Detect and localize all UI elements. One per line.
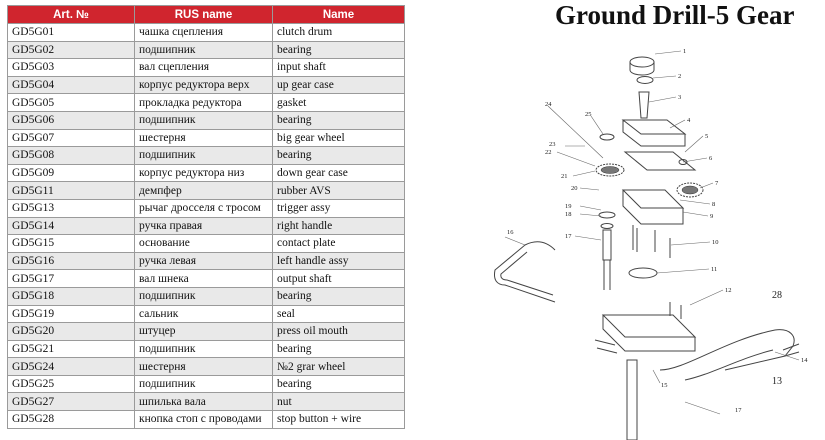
- cell-art: GD5G19: [8, 305, 135, 323]
- gasket-part: [625, 152, 695, 170]
- cell-name: seal: [273, 305, 405, 323]
- cell-rus-name: подшипник: [135, 375, 273, 393]
- bolts-part: [633, 225, 670, 258]
- cell-art: GD5G11: [8, 182, 135, 200]
- table-row: [8, 358, 405, 376]
- callout-label: 19: [565, 203, 572, 210]
- cell-art: GD5G09: [8, 164, 135, 182]
- callout-label: 14: [801, 357, 808, 364]
- cell-name: bearing: [273, 287, 405, 305]
- cell-rus-name: демпфер: [135, 182, 273, 200]
- table-row: [8, 94, 405, 112]
- callout-label: 3: [678, 94, 682, 101]
- table-row: [8, 199, 405, 217]
- column-header-name: Name: [273, 6, 405, 24]
- cell-name: gasket: [273, 94, 405, 112]
- stop-button-part: [783, 344, 799, 356]
- contact-plate-part: [603, 315, 695, 351]
- table-row: [8, 217, 405, 235]
- cell-rus-name: подшипник: [135, 340, 273, 358]
- cell-name: contact plate: [273, 235, 405, 253]
- cell-art: GD5G21: [8, 340, 135, 358]
- cell-rus-name: подшипник: [135, 147, 273, 165]
- cell-art: GD5G15: [8, 235, 135, 253]
- table-body: [8, 24, 405, 429]
- cell-art: GD5G07: [8, 129, 135, 147]
- cell-art: GD5G08: [8, 147, 135, 165]
- cell-art: GD5G14: [8, 217, 135, 235]
- cell-art: GD5G27: [8, 393, 135, 411]
- table-row: [8, 411, 405, 429]
- callout-label: 20: [571, 185, 578, 192]
- cell-rus-name: шпилька вала: [135, 393, 273, 411]
- input-shaft-part: [639, 92, 649, 118]
- cell-rus-name: шестерня: [135, 358, 273, 376]
- callout-label: 2: [678, 73, 682, 80]
- cell-name: left handle assy: [273, 252, 405, 270]
- parts-table: [7, 5, 405, 429]
- cell-rus-name: прокладка редуктора: [135, 94, 273, 112]
- cell-name: output shaft: [273, 270, 405, 288]
- callout-label: 16: [507, 229, 514, 236]
- cell-rus-name: кнопка стоп с проводами: [135, 411, 273, 429]
- cell-name: clutch drum: [273, 24, 405, 42]
- table-row: [8, 182, 405, 200]
- cell-rus-name: корпус редуктора низ: [135, 164, 273, 182]
- callout-label: 17: [735, 407, 742, 414]
- callout-label: 4: [687, 117, 691, 124]
- table-row: [8, 375, 405, 393]
- callout-label: 5: [705, 133, 709, 140]
- cell-art: GD5G13: [8, 199, 135, 217]
- cell-name: down gear case: [273, 164, 405, 182]
- cell-name: press oil mouth: [273, 323, 405, 341]
- callout-label: 17: [565, 233, 572, 240]
- cell-art: GD5G25: [8, 375, 135, 393]
- cell-art: GD5G28: [8, 411, 135, 429]
- plate-bolts: [595, 302, 681, 353]
- cell-rus-name: штуцер: [135, 323, 273, 341]
- table-row: [8, 393, 405, 411]
- callout-label: 7: [715, 180, 719, 187]
- cell-name: trigger assy: [273, 199, 405, 217]
- callout-label: 6: [709, 155, 713, 162]
- cell-art: GD5G24: [8, 358, 135, 376]
- cell-rus-name: вал сцепления: [135, 59, 273, 77]
- table-row: [8, 235, 405, 253]
- table-row: [8, 287, 405, 305]
- page-title: Ground Drill-5 Gear: [555, 0, 795, 30]
- table-row: [8, 129, 405, 147]
- table-row: [8, 41, 405, 59]
- cell-name: up gear case: [273, 76, 405, 94]
- clutch-drum-body: [630, 62, 654, 75]
- callout-label: 1: [683, 48, 687, 55]
- right-handle-inner: [685, 350, 773, 380]
- auger-part: [627, 360, 637, 440]
- cell-art: GD5G05: [8, 94, 135, 112]
- table-row: [8, 24, 405, 42]
- cell-art: GD5G20: [8, 323, 135, 341]
- callout-label: 15: [661, 382, 668, 389]
- bearing-lower-part: [599, 212, 615, 218]
- cell-art: GD5G18: [8, 287, 135, 305]
- callout-label: 18: [565, 211, 572, 218]
- callout-label: 9: [710, 213, 714, 220]
- cell-name: stop button + wire: [273, 411, 405, 429]
- table-row: [8, 270, 405, 288]
- table-row: [8, 147, 405, 165]
- table-row: [8, 323, 405, 341]
- table-row: [8, 59, 405, 77]
- cell-rus-name: основание: [135, 235, 273, 253]
- cell-rus-name: подшипник: [135, 287, 273, 305]
- cell-name: nut: [273, 393, 405, 411]
- down-gear-case-part: [623, 190, 683, 224]
- cell-name: right handle: [273, 217, 405, 235]
- cell-name: bearing: [273, 41, 405, 59]
- callout-label: 13: [772, 376, 782, 387]
- cell-name: bearing: [273, 340, 405, 358]
- table-row: [8, 164, 405, 182]
- clutch-drum-part: [630, 57, 654, 67]
- output-shaft-part: [603, 230, 611, 290]
- cell-art: GD5G02: [8, 41, 135, 59]
- table-row: [8, 111, 405, 129]
- up-gear-case-part: [623, 120, 685, 146]
- bearing-small-part: [600, 134, 614, 140]
- cell-name: bearing: [273, 375, 405, 393]
- cell-rus-name: вал шнека: [135, 270, 273, 288]
- cell-art: GD5G06: [8, 111, 135, 129]
- callout-label: 12: [725, 287, 732, 294]
- cell-rus-name: корпус редуктора верх: [135, 76, 273, 94]
- callout-label: 11: [711, 266, 718, 273]
- cell-art: GD5G17: [8, 270, 135, 288]
- cell-name: bearing: [273, 111, 405, 129]
- table-row: [8, 305, 405, 323]
- callout-label: 8: [712, 201, 716, 208]
- cell-art: GD5G01: [8, 24, 135, 42]
- table-row: [8, 76, 405, 94]
- exploded-parts-diagram: [485, 40, 820, 440]
- rubber-avs-part: [629, 268, 657, 278]
- column-header-rus-name: RUS name: [135, 6, 273, 24]
- column-header-art: Art. №: [8, 6, 135, 24]
- cell-art: GD5G04: [8, 76, 135, 94]
- cell-rus-name: сальник: [135, 305, 273, 323]
- cell-rus-name: шестерня: [135, 129, 273, 147]
- callout-label: 25: [585, 111, 592, 118]
- callout-label: 23: [549, 141, 556, 148]
- cell-rus-name: чашка сцепления: [135, 24, 273, 42]
- seal-part: [601, 224, 613, 229]
- diagram-callouts: [507, 48, 808, 414]
- table-row: [8, 340, 405, 358]
- callout-label: 22: [545, 149, 552, 156]
- callout-label: 21: [561, 173, 568, 180]
- table-row: [8, 252, 405, 270]
- cell-name: bearing: [273, 147, 405, 165]
- cell-art: GD5G16: [8, 252, 135, 270]
- cell-rus-name: подшипник: [135, 41, 273, 59]
- cell-rus-name: подшипник: [135, 111, 273, 129]
- cell-name: rubber AVS: [273, 182, 405, 200]
- right-handle-part: [660, 330, 794, 370]
- callout-label: 24: [545, 101, 552, 108]
- bearing-part: [637, 77, 653, 84]
- cell-name: №2 grar wheel: [273, 358, 405, 376]
- callout-label: 10: [712, 239, 719, 246]
- cell-name: input shaft: [273, 59, 405, 77]
- cell-rus-name: рычаг дросселя с тросом: [135, 199, 273, 217]
- cell-name: big gear wheel: [273, 129, 405, 147]
- cell-rus-name: ручка правая: [135, 217, 273, 235]
- table-header-row: [8, 6, 405, 24]
- cell-rus-name: ручка левая: [135, 252, 273, 270]
- cell-art: GD5G03: [8, 59, 135, 77]
- callout-label: 28: [772, 290, 782, 301]
